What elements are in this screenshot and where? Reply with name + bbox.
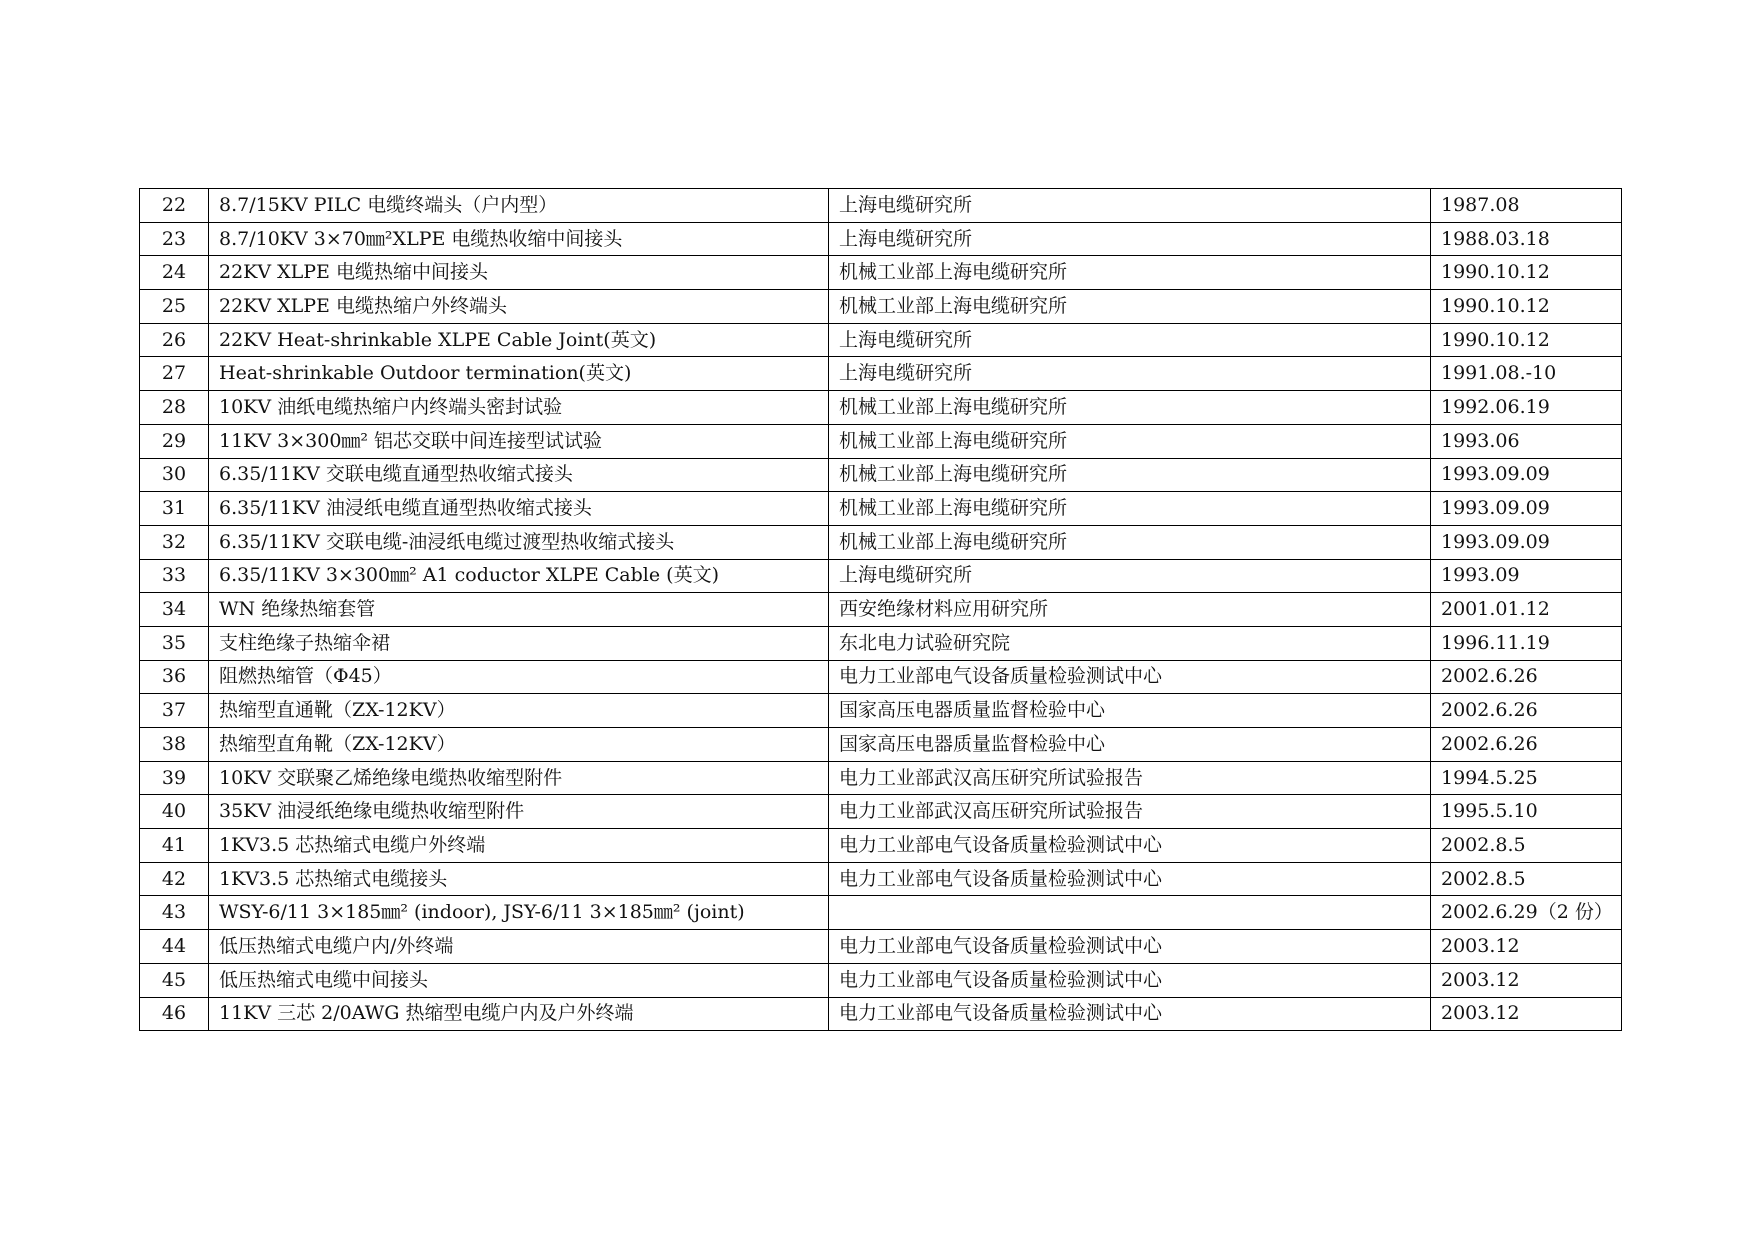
table-row	[140, 728, 1622, 762]
report-name-cell: 6.35/11KV 交联电缆-油浸纸电缆过渡型热收缩式接头	[209, 525, 829, 559]
testing-institution-cell: 西安绝缘材料应用研究所	[829, 593, 1431, 627]
table-row	[140, 424, 1622, 458]
report-date-cell: 1990.10.12	[1431, 323, 1622, 357]
table-row	[140, 458, 1622, 492]
table-row	[140, 525, 1622, 559]
testing-institution-cell: 上海电缆研究所	[829, 323, 1431, 357]
row-number-cell: 32	[140, 525, 209, 559]
report-date-cell: 2001.01.12	[1431, 593, 1622, 627]
row-number-cell: 45	[140, 963, 209, 997]
report-date-cell: 1993.09.09	[1431, 492, 1622, 526]
report-name-cell: Heat-shrinkable Outdoor termination(英文)	[209, 357, 829, 391]
row-number-cell: 40	[140, 795, 209, 829]
report-date-cell: 1987.08	[1431, 189, 1622, 223]
testing-institution-cell	[829, 896, 1431, 930]
report-name-cell: 8.7/15KV PILC 电缆终端头（户内型）	[209, 189, 829, 223]
row-number-cell: 28	[140, 391, 209, 425]
table-row	[140, 930, 1622, 964]
report-name-cell: 阻燃热缩管（Φ45）	[209, 660, 829, 694]
row-number-cell: 44	[140, 930, 209, 964]
table-row	[140, 256, 1622, 290]
row-number-cell: 37	[140, 694, 209, 728]
row-number-cell: 34	[140, 593, 209, 627]
table-row	[140, 357, 1622, 391]
report-name-cell: 支柱绝缘子热缩伞裙	[209, 626, 829, 660]
table-row	[140, 963, 1622, 997]
report-date-cell: 1993.09.09	[1431, 525, 1622, 559]
report-date-cell: 2002.8.5	[1431, 862, 1622, 896]
table-row	[140, 391, 1622, 425]
table-row	[140, 761, 1622, 795]
table-row	[140, 323, 1622, 357]
row-number-cell: 30	[140, 458, 209, 492]
report-date-cell: 1994.5.25	[1431, 761, 1622, 795]
table-body	[140, 189, 1622, 1031]
table-row	[140, 593, 1622, 627]
report-date-cell: 1991.08.-10	[1431, 357, 1622, 391]
report-date-cell: 1996.11.19	[1431, 626, 1622, 660]
report-date-cell: 2003.12	[1431, 997, 1622, 1031]
report-name-cell: 11KV 3×300㎜² 铝芯交联中间连接型试试验	[209, 424, 829, 458]
report-name-cell: 10KV 交联聚乙烯绝缘电缆热收缩型附件	[209, 761, 829, 795]
report-name-cell: 22KV Heat-shrinkable XLPE Cable Joint(英文)	[209, 323, 829, 357]
testing-institution-cell: 电力工业部电气设备质量检验测试中心	[829, 930, 1431, 964]
testing-institution-cell: 电力工业部电气设备质量检验测试中心	[829, 963, 1431, 997]
report-name-cell: 6.35/11KV 3×300㎜² A1 coductor XLPE Cable (英文)	[209, 559, 829, 593]
report-name-cell: 8.7/10KV 3×70㎜²XLPE 电缆热收缩中间接头	[209, 222, 829, 256]
report-name-cell: 热缩型直角靴（ZX-12KV）	[209, 728, 829, 762]
report-name-cell: 35KV 油浸纸绝缘电缆热收缩型附件	[209, 795, 829, 829]
report-date-cell: 2002.6.29（2 份）	[1431, 896, 1622, 930]
testing-institution-cell: 国家高压电器质量监督检验中心	[829, 728, 1431, 762]
testing-institution-cell: 上海电缆研究所	[829, 222, 1431, 256]
report-name-cell: WN 绝缘热缩套管	[209, 593, 829, 627]
report-date-cell: 1993.09.09	[1431, 458, 1622, 492]
row-number-cell: 41	[140, 829, 209, 863]
report-date-cell: 1990.10.12	[1431, 256, 1622, 290]
report-date-cell: 1992.06.19	[1431, 391, 1622, 425]
report-name-cell: 热缩型直通靴（ZX-12KV）	[209, 694, 829, 728]
table-row	[140, 862, 1622, 896]
testing-institution-cell: 电力工业部电气设备质量检验测试中心	[829, 660, 1431, 694]
row-number-cell: 23	[140, 222, 209, 256]
testing-institution-cell: 机械工业部上海电缆研究所	[829, 256, 1431, 290]
report-date-cell: 1995.5.10	[1431, 795, 1622, 829]
testing-institution-cell: 上海电缆研究所	[829, 559, 1431, 593]
report-name-cell: WSY-6/11 3×185㎜² (indoor), JSY-6/11 3×185㎜² (joint)	[209, 896, 829, 930]
report-date-cell: 1993.06	[1431, 424, 1622, 458]
testing-institution-cell: 机械工业部上海电缆研究所	[829, 424, 1431, 458]
report-name-cell: 22KV XLPE 电缆热缩中间接头	[209, 256, 829, 290]
table-row	[140, 660, 1622, 694]
report-date-cell: 1993.09	[1431, 559, 1622, 593]
table-row	[140, 795, 1622, 829]
testing-institution-cell: 机械工业部上海电缆研究所	[829, 458, 1431, 492]
report-date-cell: 2002.6.26	[1431, 694, 1622, 728]
testing-institution-cell: 上海电缆研究所	[829, 357, 1431, 391]
row-number-cell: 43	[140, 896, 209, 930]
testing-institution-cell: 上海电缆研究所	[829, 189, 1431, 223]
testing-institution-cell: 机械工业部上海电缆研究所	[829, 492, 1431, 526]
table-row	[140, 829, 1622, 863]
testing-institution-cell: 东北电力试验研究院	[829, 626, 1431, 660]
report-date-cell: 2003.12	[1431, 963, 1622, 997]
table-row	[140, 896, 1622, 930]
row-number-cell: 38	[140, 728, 209, 762]
table-row	[140, 290, 1622, 324]
report-date-cell: 2003.12	[1431, 930, 1622, 964]
report-name-cell: 低压热缩式电缆中间接头	[209, 963, 829, 997]
row-number-cell: 33	[140, 559, 209, 593]
table-row	[140, 222, 1622, 256]
row-number-cell: 27	[140, 357, 209, 391]
testing-institution-cell: 电力工业部武汉高压研究所试验报告	[829, 795, 1431, 829]
table-row	[140, 626, 1622, 660]
row-number-cell: 24	[140, 256, 209, 290]
row-number-cell: 39	[140, 761, 209, 795]
testing-institution-cell: 电力工业部电气设备质量检验测试中心	[829, 829, 1431, 863]
row-number-cell: 29	[140, 424, 209, 458]
row-number-cell: 46	[140, 997, 209, 1031]
testing-institution-cell: 电力工业部电气设备质量检验测试中心	[829, 997, 1431, 1031]
table-row	[140, 189, 1622, 223]
report-name-cell: 22KV XLPE 电缆热缩户外终端头	[209, 290, 829, 324]
report-date-cell: 2002.6.26	[1431, 660, 1622, 694]
table-row	[140, 997, 1622, 1031]
table-row	[140, 492, 1622, 526]
report-name-cell: 6.35/11KV 交联电缆直通型热收缩式接头	[209, 458, 829, 492]
testing-institution-cell: 电力工业部电气设备质量检验测试中心	[829, 862, 1431, 896]
table-row	[140, 694, 1622, 728]
row-number-cell: 36	[140, 660, 209, 694]
testing-institution-cell: 国家高压电器质量监督检验中心	[829, 694, 1431, 728]
testing-institution-cell: 电力工业部武汉高压研究所试验报告	[829, 761, 1431, 795]
row-number-cell: 42	[140, 862, 209, 896]
report-name-cell: 10KV 油纸电缆热缩户内终端头密封试验	[209, 391, 829, 425]
report-name-cell: 11KV 三芯 2/0AWG 热缩型电缆户内及户外终端	[209, 997, 829, 1031]
testing-institution-cell: 机械工业部上海电缆研究所	[829, 290, 1431, 324]
report-name-cell: 1KV3.5 芯热缩式电缆接头	[209, 862, 829, 896]
report-name-cell: 6.35/11KV 油浸纸电缆直通型热收缩式接头	[209, 492, 829, 526]
report-name-cell: 1KV3.5 芯热缩式电缆户外终端	[209, 829, 829, 863]
report-date-cell: 1988.03.18	[1431, 222, 1622, 256]
report-date-cell: 1990.10.12	[1431, 290, 1622, 324]
row-number-cell: 22	[140, 189, 209, 223]
report-date-cell: 2002.6.26	[1431, 728, 1622, 762]
row-number-cell: 25	[140, 290, 209, 324]
testing-institution-cell: 机械工业部上海电缆研究所	[829, 391, 1431, 425]
table-row	[140, 559, 1622, 593]
row-number-cell: 31	[140, 492, 209, 526]
report-date-cell: 2002.8.5	[1431, 829, 1622, 863]
row-number-cell: 35	[140, 626, 209, 660]
report-name-cell: 低压热缩式电缆户内/外终端	[209, 930, 829, 964]
testing-institution-cell: 机械工业部上海电缆研究所	[829, 525, 1431, 559]
row-number-cell: 26	[140, 323, 209, 357]
test-report-table	[139, 188, 1622, 1031]
